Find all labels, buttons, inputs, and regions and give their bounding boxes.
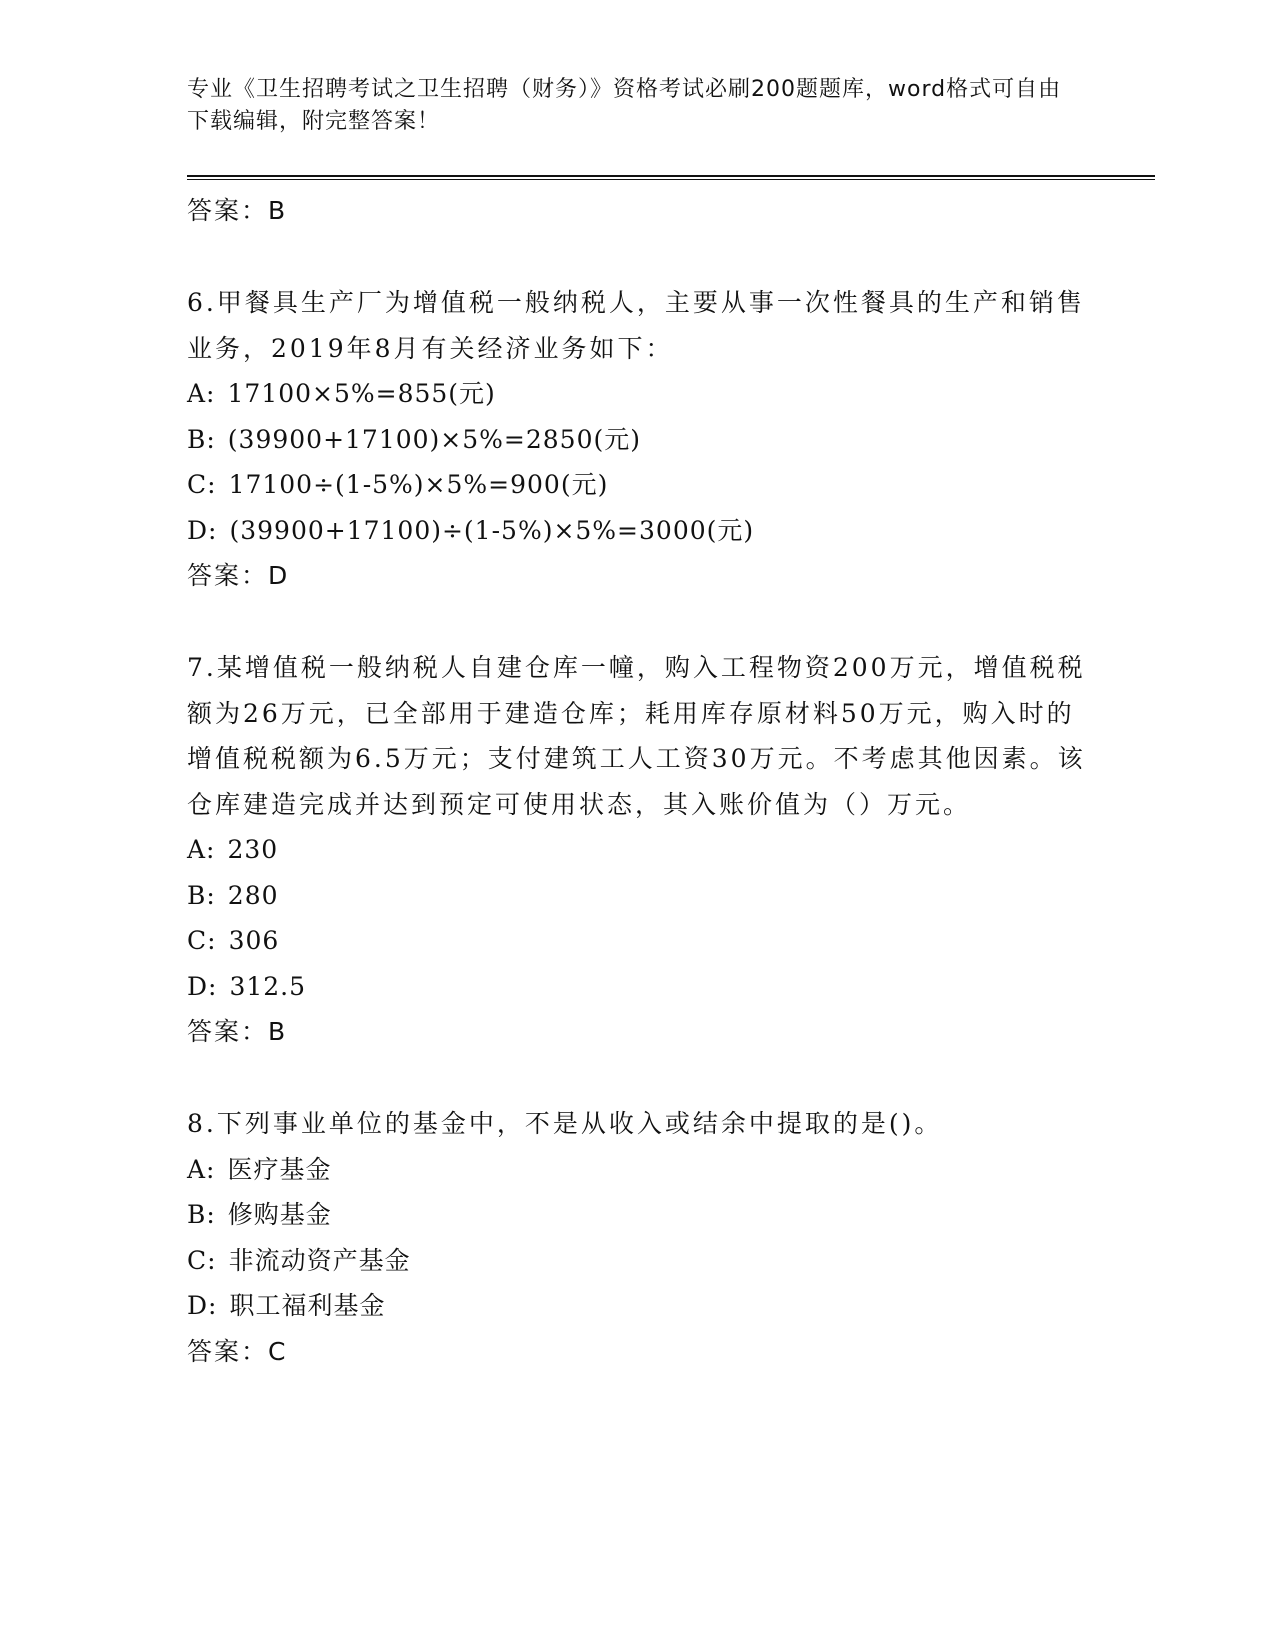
answer-line: 答案：C <box>187 1336 288 1366</box>
option-text: (39900+17100)÷(1-5%)×5%=3000(元) <box>229 515 755 545</box>
answer-line: 答案：D <box>187 561 290 590</box>
option-text: 280 <box>227 880 279 910</box>
question-block <box>187 645 1087 1055</box>
option-text: 17100×5%=855(元) <box>227 379 496 408</box>
option-item <box>187 462 1087 508</box>
answer-line: 答案：B <box>187 1017 288 1046</box>
option-item <box>187 918 1087 964</box>
question-stem: 8.下列事业单位的基金中，不是从收入或结余中提取的是()。 <box>187 1109 943 1138</box>
option-letter: B: <box>187 1200 216 1229</box>
question-stem: 7.某增值税一般纳税人自建仓库一幢，购入工程物资200万元，增值税税额为26万元，已全部用于建造仓库；耗用库存原材料50万元，购入时的增值税税额为6.5万元；支付建筑工人工资30万元。不考虑其他因素。该仓库建造完成并达到预定可使用状态，其入账价值为（）万元。 <box>187 653 1086 819</box>
option-text: 医疗基金 <box>227 1154 332 1184</box>
option-item <box>187 417 1087 463</box>
option-item <box>187 508 1087 554</box>
document-body <box>187 188 1087 1375</box>
option-text: 职工福利基金 <box>229 1291 386 1320</box>
option-letter: D: <box>187 1291 218 1320</box>
question-block <box>187 1101 1087 1375</box>
option-letter: D: <box>187 971 218 1001</box>
option-text: 306 <box>228 926 280 955</box>
option-text: 修购基金 <box>227 1200 332 1229</box>
option-letter: A: <box>187 1154 216 1184</box>
option-text: 230 <box>227 835 279 864</box>
option-text: 非流动资产基金 <box>228 1245 411 1275</box>
option-item <box>187 1283 1087 1329</box>
option-letter: C: <box>187 1245 217 1275</box>
header-divider <box>187 175 1155 180</box>
option-item <box>187 1147 1087 1193</box>
question-stem: 6.甲餐具生产厂为增值税一般纳税人，主要从事一次性餐具的生产和销售业务，2019年8月有关经济业务如下： <box>187 288 1085 363</box>
answer-line: 答案：B <box>187 196 288 225</box>
option-letter: C: <box>187 926 217 955</box>
option-text: 312.5 <box>229 971 307 1001</box>
option-item <box>187 827 1087 873</box>
option-text: (39900+17100)×5%=2850(元) <box>227 424 641 454</box>
option-letter: C: <box>187 470 217 499</box>
option-letter: B: <box>187 424 216 454</box>
option-letter: A: <box>187 835 216 864</box>
option-letter: D: <box>187 515 218 545</box>
option-item <box>187 1238 1087 1284</box>
option-letter: B: <box>187 880 216 910</box>
document-header-title: 专业《卫生招聘考试之卫生招聘（财务）》资格考试必刷200题题库，word格式可自由下载编辑，附完整答案！ <box>187 77 1062 134</box>
question-block <box>187 280 1087 599</box>
option-item <box>187 873 1087 919</box>
option-item <box>187 371 1087 417</box>
option-item <box>187 964 1087 1010</box>
option-letter: A: <box>187 379 216 408</box>
option-text: 17100÷(1-5%)×5%=900(元) <box>228 470 609 499</box>
option-item <box>187 1192 1087 1238</box>
